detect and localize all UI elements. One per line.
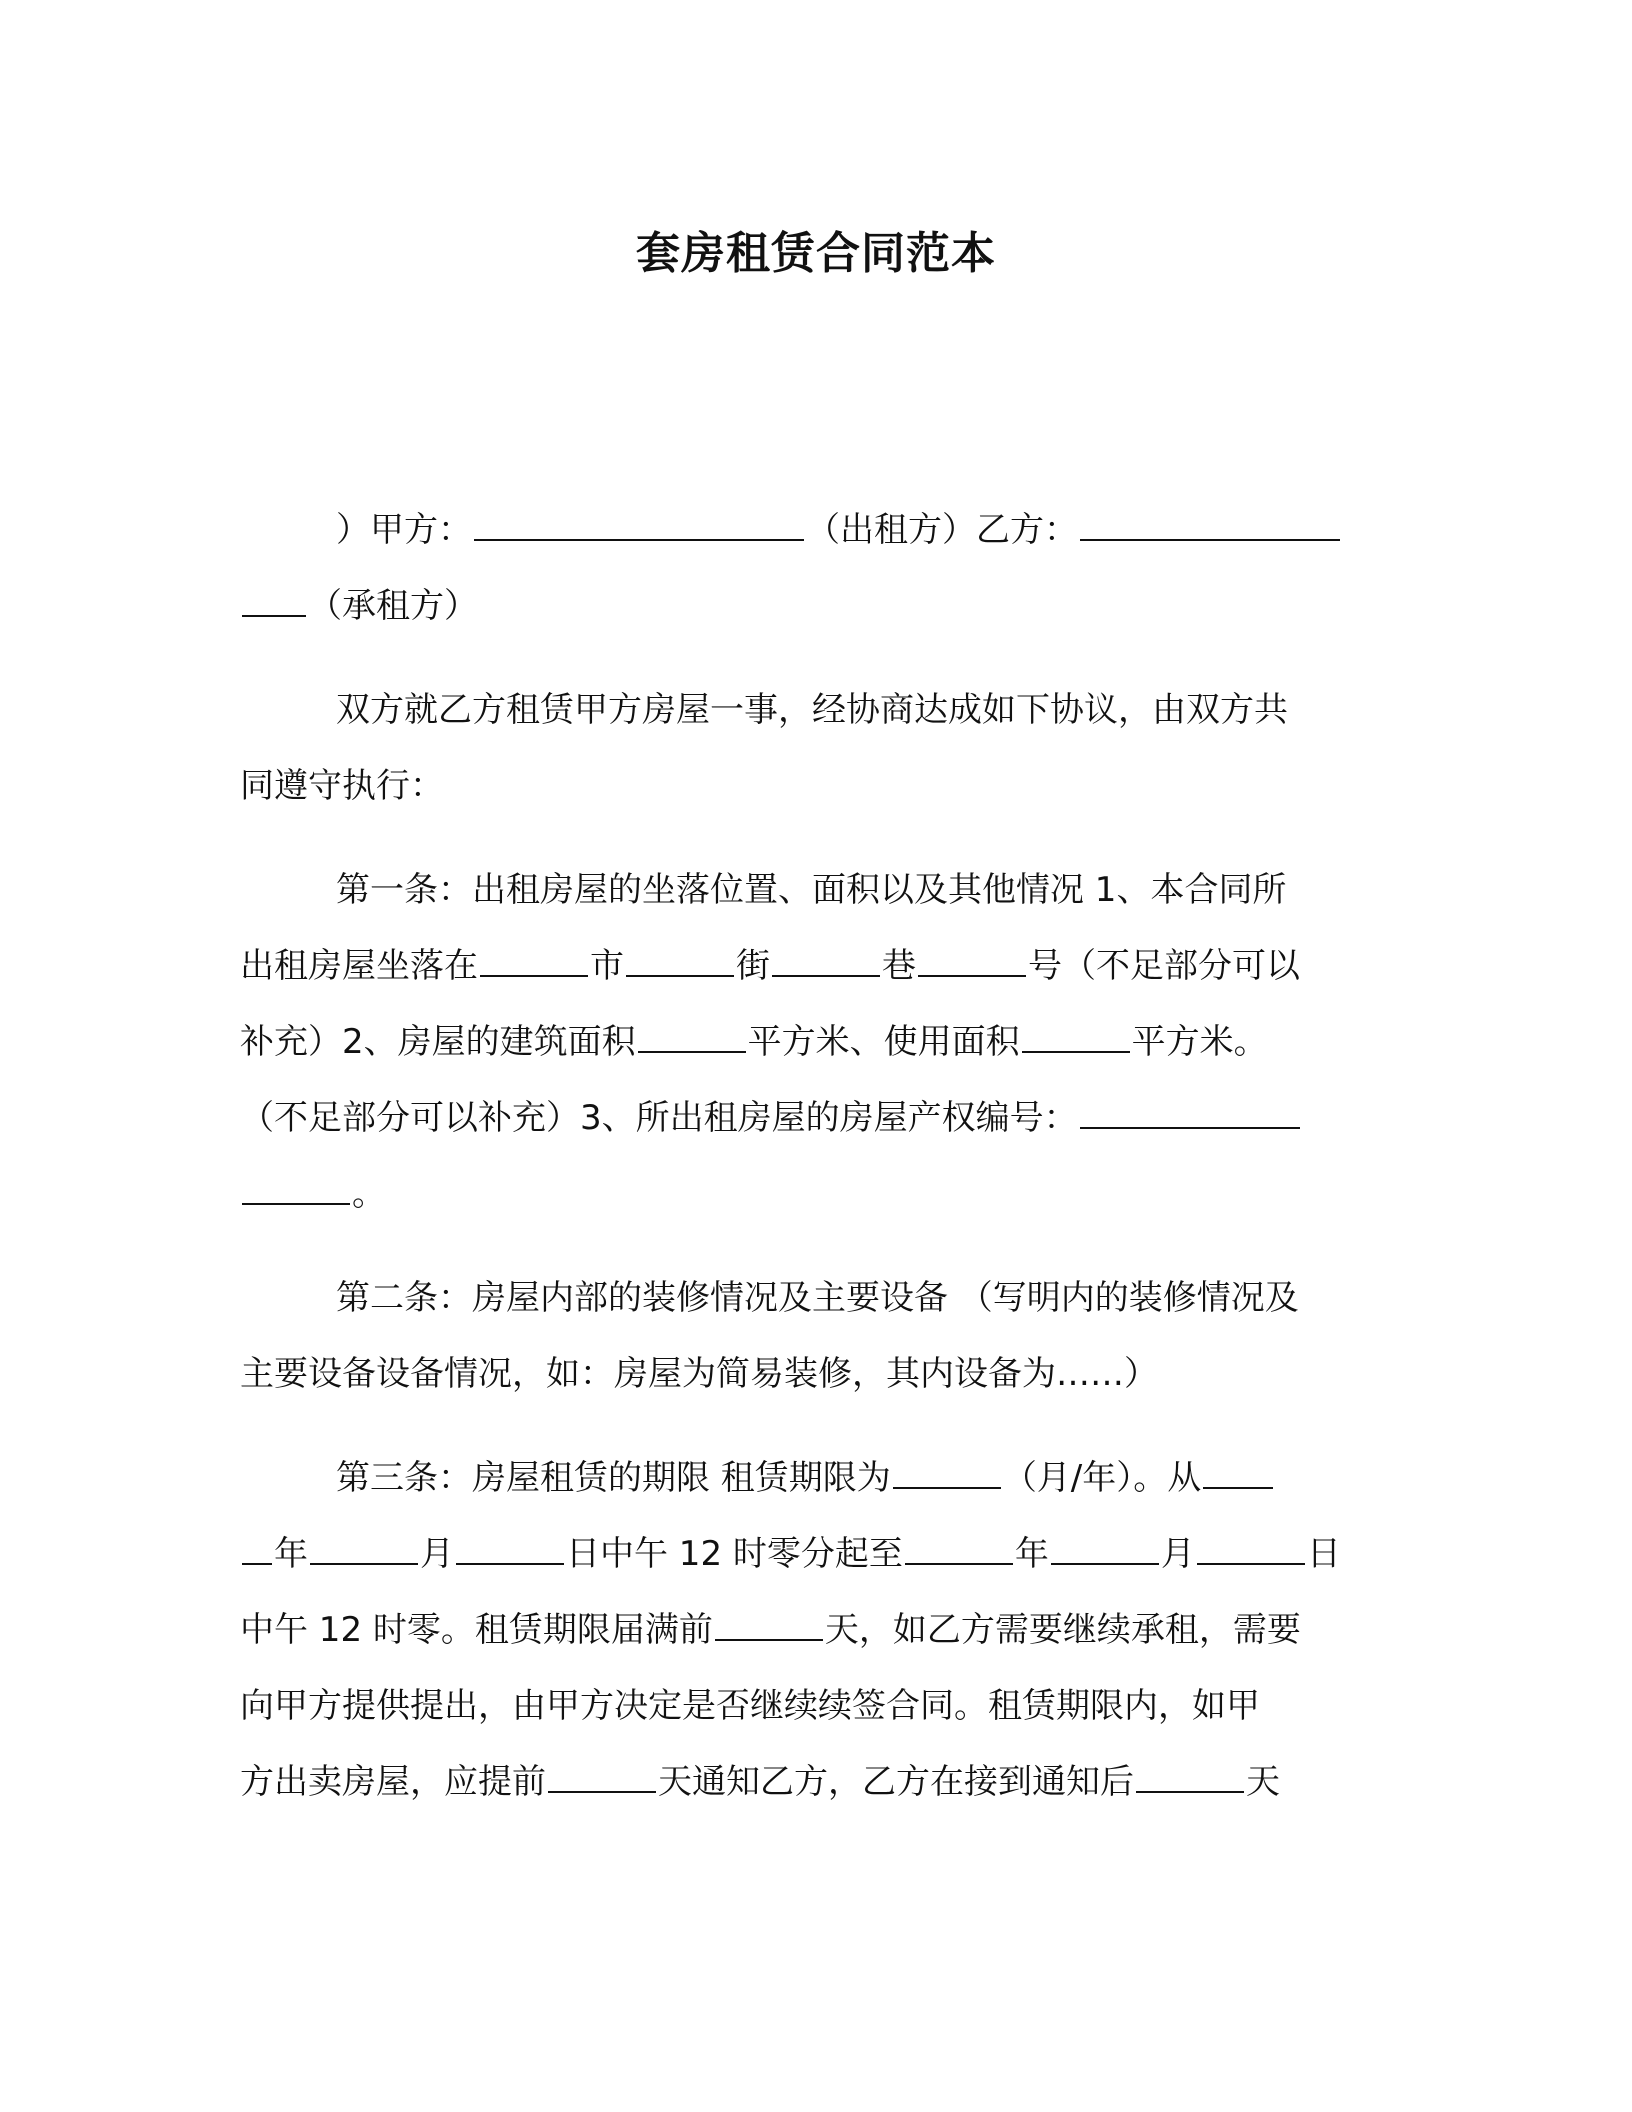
tenant-response-label: 天通知乙方，乙方在接到通知后: [658, 1762, 1134, 1802]
end-year-label: 年: [1014, 1534, 1049, 1574]
location-label: 出租房屋坐落在: [240, 946, 478, 986]
property-number-blank-continued: [242, 1173, 350, 1205]
building-area-blank: [638, 1021, 746, 1053]
lane-blank: [772, 945, 880, 977]
end-month-label: 月: [1160, 1534, 1195, 1574]
article-1-line-2: [240, 928, 1300, 1004]
area-unit-label: 平方米。: [1131, 1022, 1268, 1062]
article-3-line-3: [240, 1592, 1301, 1668]
article-3-line-2: [240, 1516, 1341, 1592]
tenant-label: （承租方）: [308, 586, 478, 626]
street-blank: [626, 945, 734, 977]
start-year-blank: [1203, 1457, 1273, 1489]
lease-term-blank: [893, 1457, 1001, 1489]
end-day-label: 日: [1306, 1534, 1341, 1574]
start-time-label: 日中午 12 时零分起至: [566, 1534, 903, 1574]
party-a-blank: [474, 509, 804, 541]
start-year-label: 年: [274, 1534, 308, 1574]
article-1-line-1: 第一条：出租房屋的坐落位置、面积以及其他情况 1、本合同所: [336, 870, 1287, 910]
lease-term-label: 第三条：房屋租赁的期限 租赁期限为: [336, 1458, 891, 1498]
number-blank: [918, 945, 1026, 977]
start-month-blank: [310, 1533, 418, 1565]
usable-area-blank: [1022, 1021, 1130, 1053]
property-number-blank: [1080, 1097, 1300, 1129]
document-title: 套房租赁合同范本: [636, 228, 996, 279]
period-mark: 。: [352, 1174, 386, 1214]
intro-line-2: 同遵守执行：: [240, 766, 444, 806]
end-month-blank: [1051, 1533, 1159, 1565]
article-2-line-1: 第二条：房屋内部的装修情况及主要设备 （写明内的装修情况及: [336, 1278, 1299, 1318]
end-day-blank: [1197, 1533, 1305, 1565]
city-blank: [480, 945, 588, 977]
street-label: 街: [736, 946, 770, 986]
sale-notice-days-blank: [548, 1761, 656, 1793]
party-a-label: ）甲方：: [336, 510, 472, 550]
start-year-blank-continued: [242, 1533, 272, 1565]
building-area-label: 补充）2、房屋的建筑面积: [240, 1022, 636, 1062]
article-2-line-2: 主要设备设备情况，如：房屋为简易装修，其内设备为……）: [240, 1354, 1158, 1394]
article-3-line-1: [336, 1440, 1275, 1516]
number-label: 号（不足部分可以: [1028, 946, 1300, 986]
renewal-notice-label: 中午 12 时零。租赁期限届满前: [240, 1610, 713, 1650]
usable-area-label: 平方米、使用面积: [747, 1022, 1020, 1062]
party-b-blank-continued: [242, 585, 306, 617]
property-number-label: （不足部分可以补充）3、所出租房屋的房屋产权编号：: [240, 1098, 1078, 1138]
party-b-label: （出租方）乙方：: [806, 510, 1078, 550]
intro-line-1: 双方就乙方租赁甲方房屋一事，经协商达成如下协议，由双方共: [336, 690, 1288, 730]
parties-line-1: [336, 492, 1342, 568]
lease-unit-label: （月/年）。从: [1002, 1458, 1202, 1498]
renewal-days-blank: [715, 1609, 823, 1641]
sale-notice-label: 方出卖房屋，应提前: [240, 1762, 546, 1802]
article-3-line-5: [240, 1744, 1280, 1820]
article-1-line-3: [240, 1004, 1268, 1080]
end-year-blank: [905, 1533, 1013, 1565]
parties-line-2: [240, 568, 478, 644]
start-month-label: 月: [420, 1534, 454, 1574]
party-b-blank: [1080, 509, 1340, 541]
tenant-response-days-blank: [1136, 1761, 1244, 1793]
lane-label: 巷: [882, 946, 916, 986]
renewal-text: 天，如乙方需要继续承租，需要: [824, 1610, 1301, 1650]
article-1-line-4: [240, 1080, 1302, 1156]
city-label: 市: [590, 946, 624, 986]
days-label: 天: [1246, 1762, 1280, 1802]
start-day-blank: [456, 1533, 564, 1565]
article-1-line-5: [240, 1156, 386, 1232]
article-3-line-4: 向甲方提供提出，由甲方决定是否继续续签合同。租赁期限内，如甲: [240, 1686, 1260, 1726]
